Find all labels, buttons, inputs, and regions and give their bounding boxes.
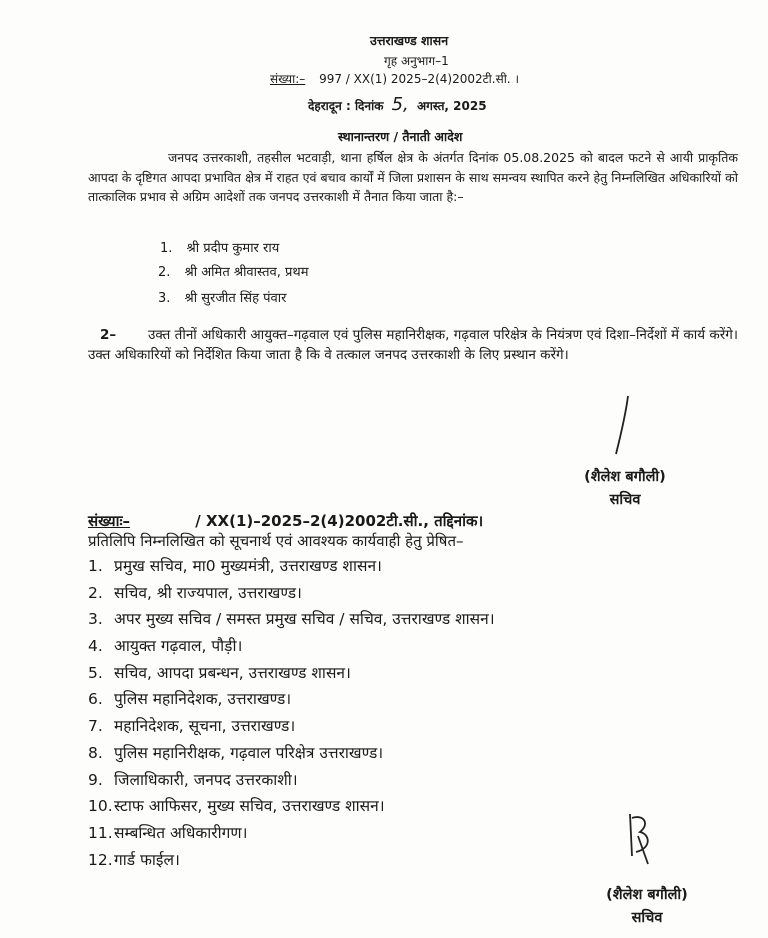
govt-heading: उत्तराखण्ड शासन	[370, 33, 449, 48]
copy-reference-value: / XX(1)–2025–2(4)2002टी.सी., तद्दिनांक।	[195, 512, 484, 530]
copy-recipient-list	[88, 553, 495, 873]
officer-name: श्री प्रदीप कुमार राय	[186, 241, 280, 256]
officer-number: 1.	[160, 241, 173, 256]
signature-mark	[608, 392, 638, 462]
order-paragraph-2: उक्त तीनों अधिकारी आयुक्त–गढ़वाल एवं पुलिस महानिरीक्षक, गढ़वाल परिक्षेत्र के नियंत्रण एवं दिशा–निर्देशों में कार्य करेंगे। उक्त अधिकारियों को निर्देशित किया जाता है कि वे तत्काल जनपद उत्तरकाशी के लिए प्रस्थान करेंगे।	[88, 327, 738, 363]
officer-item	[158, 262, 308, 280]
initials-mark	[620, 806, 660, 868]
officer-name: श्री सुरजीत सिंह पंवार	[184, 291, 287, 306]
list-item: 8. पुलिस महानिरीक्षक, गढ़वाल परिक्षेत्र उत्तराखण्ड।	[88, 743, 384, 762]
list-item: 12.गार्ड फाईल।	[88, 850, 180, 869]
officer-number: 2.	[158, 265, 171, 280]
department-heading: गृह अनुभाग–1	[384, 54, 449, 68]
place-date	[308, 94, 487, 115]
order-paragraph-1: जनपद उत्तरकाशी, तहसील भटवाड़ी, थाना हर्षिल क्षेत्र के अंतर्गत दिनांक 05.08.2025 को बादल फटने से आयी प्राकृतिक आपदा के दृष्टिगत आपदा प्रभावित क्षेत्र में राहत एवं बचाव कार्यों में जिला प्रशासन के साथ समन्वय स्थापित करने हेतु निम्नलिखित अधिकारियों को तात्कालिक प्रभाव से अग्रिम आदेशों तक जनपद उत्तरकाशी में तैनात किया जाता है:–	[88, 150, 738, 204]
reference-value: 997 / XX(1) 2025–2(4)2002टी.सी. ।	[319, 72, 519, 86]
reference-label: संख्या:–	[270, 72, 306, 86]
officer-item	[158, 288, 286, 306]
copy-reference	[88, 511, 483, 531]
place-date-label: देहरादून : दिनांक	[308, 99, 384, 113]
list-item: 5. सचिव, आपदा प्रबन्धन, उत्तराखण्ड शासन।	[88, 663, 351, 682]
reference-number	[270, 70, 519, 87]
paragraph-2-number: 2–	[100, 327, 117, 343]
copy-reference-label: संख्याः–	[88, 512, 131, 530]
list-item: 1. प्रमुख सचिव, मा0 मुख्यमंत्री, उत्तराखण्ड शासन।	[88, 557, 382, 575]
officer-item	[160, 238, 279, 256]
list-item: 9. जिलाधिकारी, जनपद उत्तरकाशी।	[88, 770, 298, 789]
officer-number: 3.	[158, 291, 171, 306]
signatory-designation: सचिव	[609, 492, 641, 508]
signatory-designation-2: सचिव	[631, 910, 663, 926]
order-title: स्थानान्तरण / तैनाती आदेश	[338, 129, 463, 144]
list-item: 2. सचिव, श्री राज्यपाल, उत्तराखण्ड।	[88, 583, 302, 602]
list-item: 10.स्टाफ आफिसर, मुख्य सचिव, उत्तराखण्ड शासन।	[88, 797, 385, 816]
signatory-name: (शैलेश बगौली)	[584, 469, 666, 485]
list-item: 7. महानिदेशक, सूचना, उत्तराखण्ड।	[88, 717, 296, 736]
list-item: 3. अपर मुख्य सचिव / समस्त प्रमुख सचिव / सचिव, उत्तराखण्ड शासन।	[88, 610, 495, 629]
signatory-name-2: (शैलेश बगौली)	[606, 887, 688, 903]
list-item: 11.सम्बन्धित अधिकारीगण।	[88, 823, 248, 842]
list-item: 6. पुलिस महानिदेशक, उत्तराखण्ड।	[88, 690, 292, 709]
officer-name: श्री अमित श्रीवास्तव, प्रथम	[184, 265, 309, 280]
date-month-year: अगस्त, 2025	[416, 99, 487, 113]
copy-intro: प्रतिलिपि निम्नलिखित को सूचनार्थ एवं आवश्यक कार्यवाही हेतु प्रेषित–	[88, 532, 464, 550]
date-day: 5,	[391, 94, 409, 115]
list-item: 4. आयुक्त गढ़वाल, पौड़ी।	[88, 637, 243, 656]
